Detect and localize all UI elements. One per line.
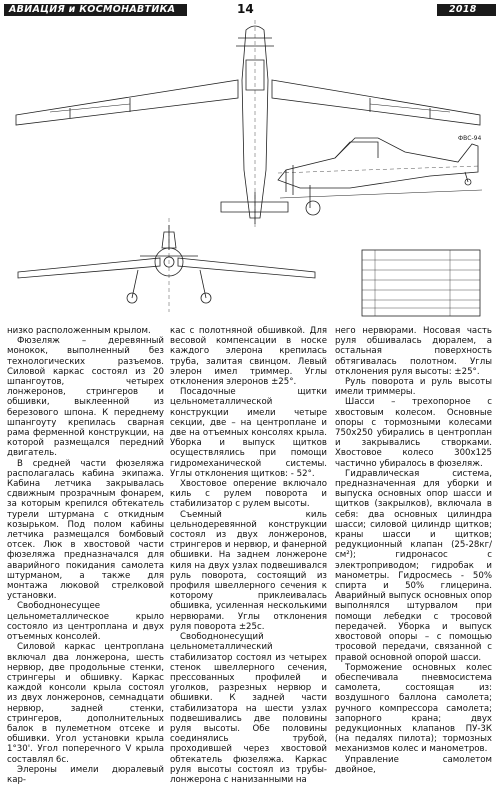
- issue-label: 2018: [449, 4, 477, 15]
- paragraph: Съемный киль цельнодеревянной конструкции состоял из двух лонжеронов, стрингеров и нервюр, и фанерной обшивки. На заднем лонжероне киля на двух узлах подвешивался руль поворота, состоящий из профиля швеллерного сечения к которому приклеивалась обшивка, усиленная несколькими нервюрами. Углы отклонения руля поворота ±25с.: [170, 509, 327, 632]
- paragraph: Хвостовое оперение включало киль с рулем поворота и стабилизатор с рулем высоты.: [170, 479, 327, 510]
- paragraph: Элероны имели дюралевый кар-: [7, 764, 164, 785]
- top-view: [16, 20, 480, 230]
- paragraph: Шасси – трехопорное с хвостовым колесом. Основные опоры с тормозными колесами 750х250 убирались в центроплан и закрывались створками. Хвостовое колесо 300х125 частично убиралось в фюзеляж.: [335, 397, 492, 469]
- aircraft-three-view-drawing: [10, 20, 490, 318]
- drawing-signature: ФВС-94: [458, 135, 482, 142]
- text-column-1: [7, 326, 164, 785]
- paragraph: Управление самолетом двойное,: [335, 754, 492, 775]
- magazine-title: АВИАЦИЯ и КОСМОНАВТИКА: [9, 4, 176, 15]
- paragraph: Свободнонесущий цельнометаллический стабилизатор состоял из четырех стенок швеллерного сечения, прессованных профилей и уголков, разрезных нервюр и обшивки. К задней части стабилизатора на шести узлах подвешивались две половины руля высоты. Обе половины соединялись трубой, проходившей через хвостовой обтекатель фюзеляжа. Каркас руля высоты состоял из трубы-лонжерона с нанизанными на: [170, 632, 327, 785]
- paragraph: В средней части фюзеляжа располагалась кабина экипажа. Кабина летчика закрывалась сдвижным прозрачным фонарем, за которым крепился обтекатель турели штурмана с откидным козырьком. Под полом кабины летчика размещался бомбовый отсек. Люк в хвостовой части фюзеляжа предназначался для аварийного покидания самолета штурманом, а также для монтажа люковой стрелковой установки.: [7, 458, 164, 602]
- paragraph: Торможение основных колес обеспечивала пневмосистема самолета, состоящая из: воздушного баллона самолета; ручного компрессора самолета; запорного крана; двух редукционных клапанов ПУ-3К (на педалях пилота); тормозных механизмов колес и манометров.: [335, 662, 492, 755]
- paragraph: Гидравлическая система, предназначенная для уборки и выпуска основных опор шасси и щитков (закрылков), включала в себя: два основных цилиндра шасси; силовой цилиндр щитков; краны шасси и щитков; редукционный клапан (25-28кг/см²); гидронасос с электроприводом; гидробак и манометры. Гидросмесь - 50% спирта и 50% глицерина. Аварийный выпуск основных опор выполнялся штурвалом при помощи лебедки с тросовой передачей. Уборка и выпуск хвостовой опоры – с помощью тросовой передачи, связанной с правой основной опорой шасси.: [335, 468, 492, 663]
- paragraph: Силовой каркас центроплана включал два лонжерона, шесть нервюр, две продольные стенки, стрингеры и обшивку. Каркас каждой консоли крыла состоял из двух лонжеронов, семнадцати нервюр, задней стенки, стрингеров, дополнительных балок в пулеметном отсеке и обшивки. Угол установки крыла 1°30'. Угол поперечного V крыла составлял 6с.: [7, 642, 164, 765]
- article-body: [7, 326, 497, 785]
- page-number: 14: [237, 2, 254, 16]
- paragraph: Фюзеляж – деревянный монокок, выполненный без технологических разъемов. Силовой каркас состоял из 20 шпангоутов, четырех лонжеронов, стрингеров и обшивки, выклеенной из березового шпона. К переднему шпангоуту крепилась сварная рама ферменной конструкции, на которой размещался передний двигатель.: [7, 336, 164, 459]
- paragraph: Руль поворота и руль высоты имели триммеры.: [335, 377, 492, 398]
- page-header: [0, 0, 500, 20]
- paragraph: него нервюрами. Носовая часть руля обшивалась дюралем, а остальная поверхность обтягивалась полотном. Углы отклонения руля высоты: ±25°.: [335, 326, 492, 377]
- side-view: [278, 138, 482, 215]
- specification-table: [362, 250, 480, 316]
- front-view: [18, 218, 315, 312]
- text-column-3: [335, 326, 492, 775]
- paragraph: Посадочные щитки цельнометаллической конструкции имели четыре секции, две – на центроплане и две на отъемных консолях крыла. Уборка и выпуск щитков осуществлялись при помощи гидромеханической системы. Углы отклонения щитков: - 52°.: [170, 387, 327, 479]
- paragraph: низко расположенным крылом.: [7, 326, 151, 336]
- text-column-2: [170, 326, 327, 785]
- paragraph: Свободнонесущее цельнометаллическое крыло состояло из центроплана и двух отъемных консолей.: [7, 601, 164, 643]
- paragraph: кас с полотняной обшивкой. Для весовой компенсации в носке каждого элерона крепилась труба, залитая свинцом. Левый элерон имел триммер. Углы отклонения элеронов ±25°.: [170, 326, 327, 388]
